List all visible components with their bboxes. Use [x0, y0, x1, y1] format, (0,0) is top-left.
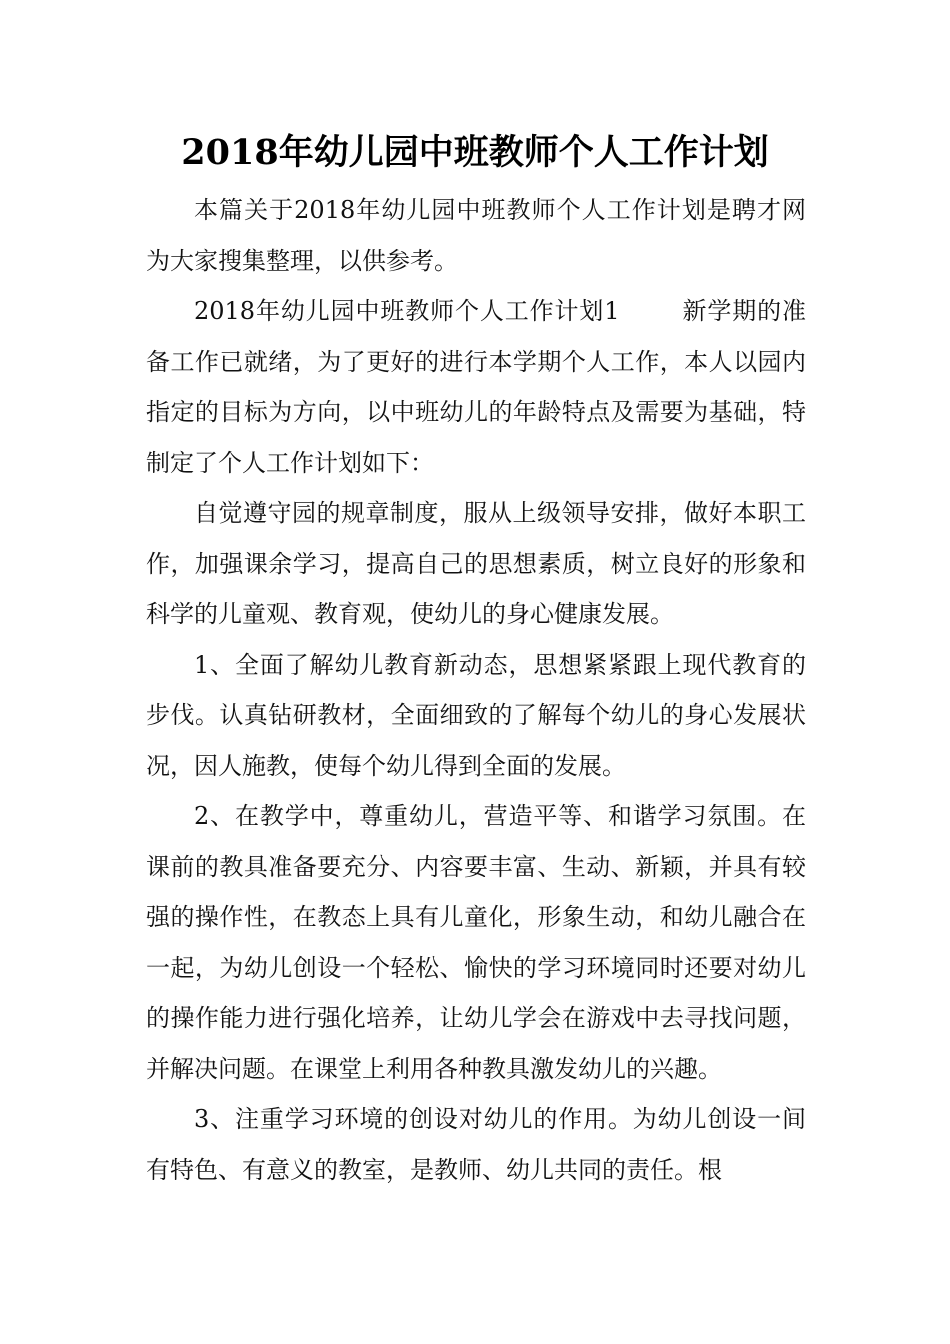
section-heading: 2018年幼儿园中班教师个人工作计划1	[194, 297, 620, 325]
document-body	[146, 185, 806, 1195]
section-paragraph	[146, 286, 806, 488]
paragraph-item-2: 2、在教学中，尊重幼儿，营造平等、和谐学习氛围。在课前的教具准备要充分、内容要丰富、生动、新颖，并具有较强的操作性，在教态上具有儿童化，形象生动，和幼儿融合在一起，为幼儿创设一个轻松、愉快的学习环境同时还要对幼儿的操作能力进行强化培养，让幼儿学会在游戏中去寻找问题，并解决问题。在课堂上利用各种教具激发幼儿的兴趣。	[146, 802, 806, 1083]
paragraph-rules: 自觉遵守园的规章制度，服从上级领导安排，做好本职工作，加强课余学习，提高自己的思想素质，树立良好的形象和科学的儿童观、教育观，使幼儿的身心健康发展。	[146, 499, 806, 628]
paragraph-item-3: 3、注重学习环境的创设对幼儿的作用。为幼儿创设一间有特色、有意义的教室，是教师、幼儿共同的责任。根	[146, 1105, 806, 1184]
section-lead: 新学期的准备工作已就绪，为了更好的进行本学期个人工作，本人以园内指定的目标为方向，以中班幼儿的年龄特点及需要为基础，特制定了个人工作计划如下：	[146, 297, 806, 477]
paragraph-item-1: 1、全面了解幼儿教育新动态，思想紧紧跟上现代教育的步伐。认真钻研教材，全面细致的了解每个幼儿的身心发展状况，因人施教，使每个幼儿得到全面的发展。	[146, 650, 806, 780]
document-title: 2018年幼儿园中班教师个人工作计划	[181, 132, 769, 173]
intro-paragraph: 本篇关于2018年幼儿园中班教师个人工作计划是聘才网为大家搜集整理，以供参考。	[146, 196, 806, 275]
